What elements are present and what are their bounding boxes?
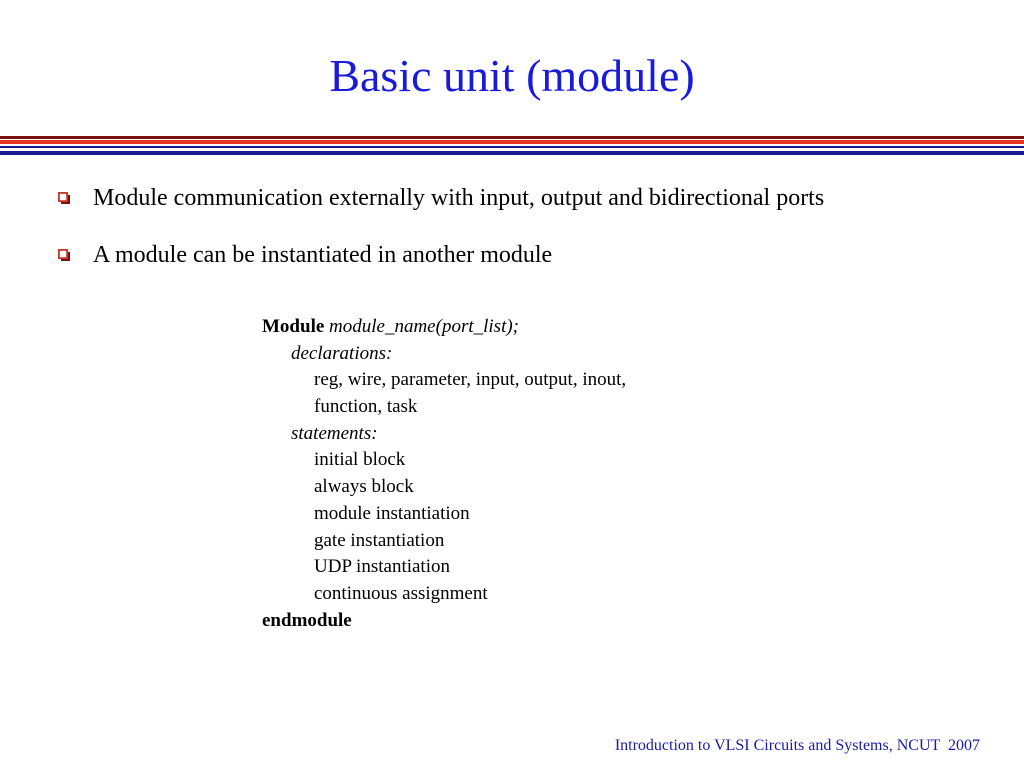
module-signature: module_name(port_list);	[329, 316, 520, 337]
hollow-square-bullet-icon	[58, 249, 70, 261]
declarations-items-line-2: function, task	[314, 396, 418, 418]
statement-item: gate instantiation	[314, 529, 445, 551]
title-divider-blue-thick	[0, 151, 1024, 155]
title-divider-red	[0, 140, 1024, 144]
bullet-text: Module communication externally with input, output and bidirectional ports	[93, 185, 825, 211]
statement-item: continuous assignment	[314, 582, 488, 604]
slide-footer: Introduction to VLSI Circuits and Systems, NCUT 2007	[614, 737, 980, 754]
hollow-square-bullet-icon	[58, 192, 70, 204]
module-keyword: Module	[262, 316, 325, 337]
title-divider-dark-red	[0, 136, 1024, 139]
statement-item: always block	[314, 476, 414, 498]
declarations-label: declarations:	[291, 342, 393, 364]
declarations-items-line-1: reg, wire, parameter, input, output, inout,	[314, 369, 627, 391]
statement-item: module instantiation	[314, 502, 470, 524]
bullet-text: A module can be instantiated in another module	[93, 242, 553, 268]
statement-item: UDP instantiation	[314, 556, 450, 578]
statement-item: initial block	[314, 449, 406, 471]
endmodule-keyword: endmodule	[262, 609, 352, 631]
module-header-line	[262, 314, 626, 341]
module-syntax-block	[262, 314, 626, 634]
statements-label: statements:	[291, 422, 378, 444]
title-divider-blue-thin	[0, 146, 1024, 148]
slide-title: Basic unit (module)	[329, 50, 695, 101]
